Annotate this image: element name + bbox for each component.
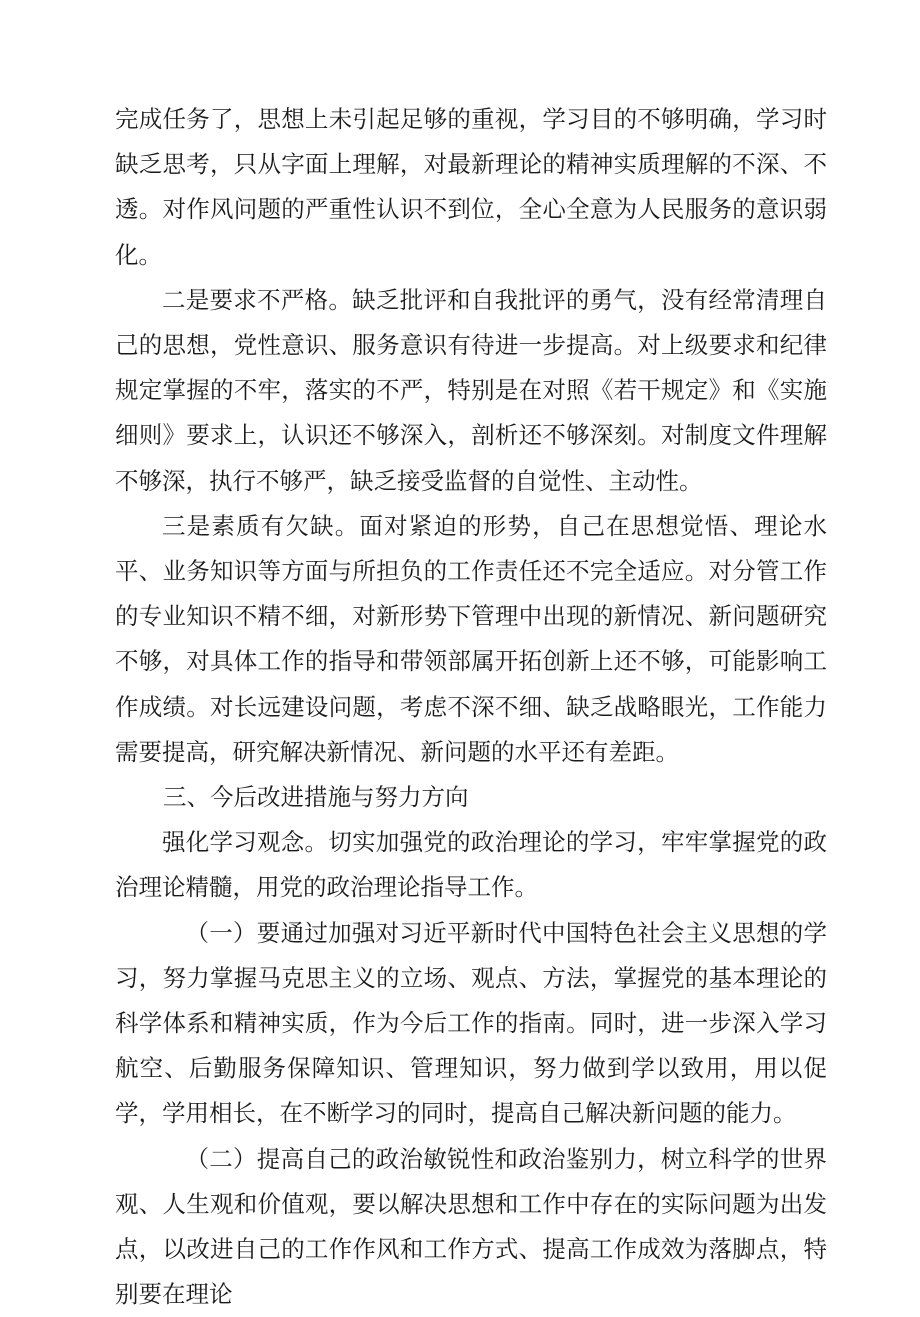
paragraph-item-two: （二）提高自己的政治敏锐性和政治鉴别力，树立科学的世界观、人生观和价值观，要以解决思想和工作中存在的实际问题为出发点，以改进自己的工作作风和工作方式、提高工作成效为落脚点，特别要在理论 (115, 1144, 827, 1309)
paragraph-continuation: 完成任务了，思想上未引起足够的重视，学习目的不够明确，学习时缺乏思考，只从字面上理解，对最新理论的精神实质理解的不深、不透。对作风问题的严重性认识不到位，全心全意为人民服务的意识弱化。 (115, 105, 827, 269)
document-body (115, 97, 827, 1317)
section-heading: 三、今后改进措施与努力方向 (163, 783, 469, 812)
paragraph-study-concept: 强化学习观念。切实加强党的政治理论的学习，牢牢掌握党的政治理论精髓，用党的政治理论指导工作。 (115, 828, 827, 902)
paragraph-item-one: （一）要通过加强对习近平新时代中国特色社会主义思想的学习，努力掌握马克思主义的立场、观点、方法，掌握党的基本理论的科学体系和精神实质，作为今后工作的指南。同时，进一步深入学习航空、后勤服务保障知识、管理知识，努力做到学以致用，用以促学，学用相长，在不断学习的同时，提高自己解决新问题的能力。 (115, 918, 827, 1128)
paragraph-point-three: 三是素质有欠缺。面对紧迫的形势，自己在思想觉悟、理论水平、业务知识等方面与所担负的工作责任还不完全适应。对分管工作的专业知识不精不细，对新形势下管理中出现的新情况、新问题研究不够，对具体工作的指导和带领部属开拓创新上还不够，可能影响工作成绩。对长远建设问题，考虑不深不细、缺乏战略眼光，工作能力需要提高，研究解决新情况、新问题的水平还有差距。 (115, 511, 827, 766)
paragraph-point-two: 二是要求不严格。缺乏批评和自我批评的勇气，没有经常清理自己的思想，党性意识、服务意识有待进一步提高。对上级要求和纪律规定掌握的不牢，落实的不严，特别是在对照《若干规定》和《实施细则》要求上，认识还不够深入，剖析还不够深刻。对制度文件理解不够深，执行不够严，缺乏接受监督的自觉性、主动性。 (115, 285, 827, 495)
